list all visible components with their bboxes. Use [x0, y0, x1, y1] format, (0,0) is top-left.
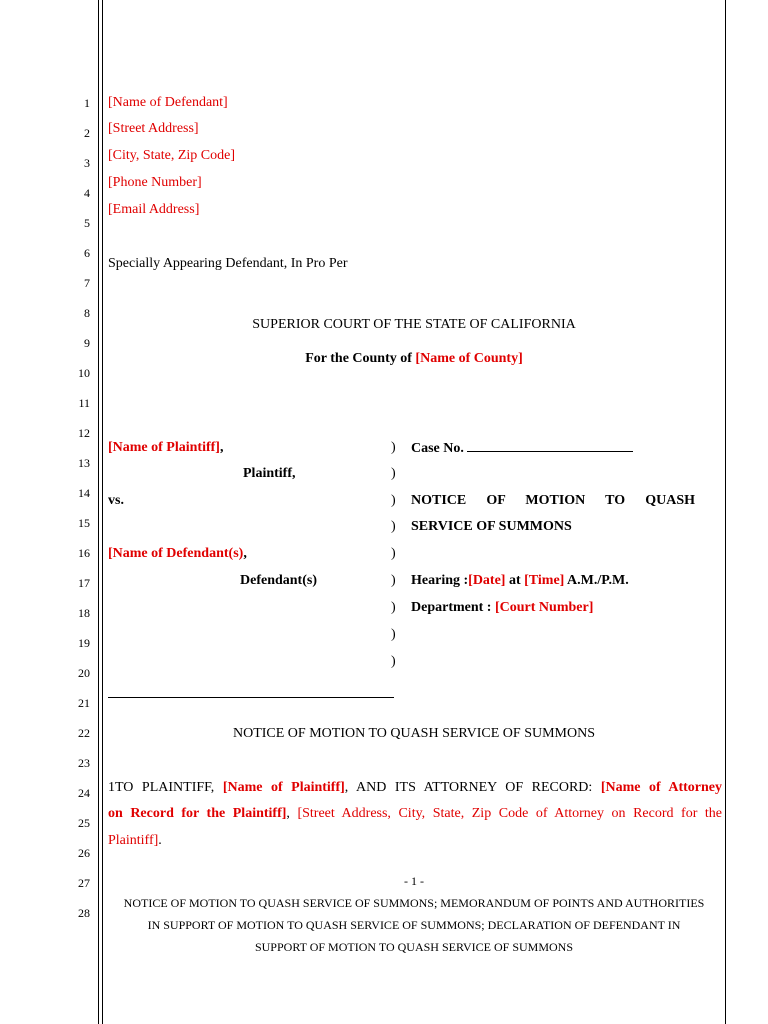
- page-number: - 1 -: [404, 874, 424, 888]
- line-number: 9: [84, 336, 90, 350]
- plaintiff-comma: ,: [219, 440, 224, 455]
- paragraph-period: .: [158, 833, 162, 848]
- defendant-label: Defendant(s): [240, 573, 317, 588]
- line-number: 2: [84, 126, 90, 140]
- line-number: 7: [84, 276, 90, 290]
- caption-paren: ): [391, 466, 396, 481]
- court-title: SUPERIOR COURT OF THE STATE OF CALIFORNIA: [252, 317, 576, 332]
- line-number: 15: [78, 516, 90, 530]
- caption-paren: ): [391, 627, 396, 642]
- line-number: 11: [78, 396, 90, 410]
- email-address-field: [Email Address]: [108, 202, 200, 217]
- left-margin-rule-outer: [98, 0, 99, 1024]
- notice-paragraph-line3: [108, 832, 162, 850]
- line-number: 28: [78, 906, 90, 920]
- line-number: 10: [78, 366, 90, 380]
- county-prefix: For the County of: [305, 351, 416, 366]
- line-number: 18: [78, 606, 90, 620]
- department-line: [411, 599, 593, 617]
- caption-defendant: [108, 545, 247, 563]
- line-number: 5: [84, 216, 90, 230]
- footer-title-line1: NOTICE OF MOTION TO QUASH SERVICE OF SUMMONS; MEMORANDUM OF POINTS AND AUTHORITIES: [123, 896, 705, 910]
- caption-paren: ): [391, 573, 396, 588]
- paragraph-comma: ,: [286, 806, 298, 821]
- case-number-label: Case No.: [411, 441, 464, 456]
- caption-paren: ): [391, 546, 396, 561]
- plaintiff-name-ref: [Name of Plaintiff]: [222, 780, 345, 795]
- vs-label: vs.: [108, 493, 124, 508]
- defendant-comma: ,: [243, 546, 247, 561]
- notice-title-line2: SERVICE OF SUMMONS: [411, 519, 572, 534]
- case-number-blank: [467, 439, 633, 452]
- caption-paren: ): [391, 600, 396, 615]
- caption-paren: ): [391, 493, 396, 508]
- notice-title-line1: NOTICE OF MOTION TO QUASH: [411, 493, 695, 508]
- department-label: Department :: [411, 600, 495, 615]
- notice-paragraph-line2: [108, 805, 722, 823]
- line-number: 4: [84, 186, 90, 200]
- notice-heading: NOTICE OF MOTION TO QUASH SERVICE OF SUMMONS: [232, 726, 595, 741]
- caption-paren: ): [391, 519, 396, 534]
- right-margin-rule: [725, 0, 726, 1024]
- line-number: 23: [78, 756, 90, 770]
- county-line: [106, 350, 722, 368]
- line-number: 12: [78, 426, 90, 440]
- attorney-name-field-cont: on Record for the Plaintiff]: [108, 806, 287, 821]
- line-number: 3: [84, 156, 90, 170]
- left-margin-rule-inner: [102, 0, 103, 1024]
- line-number: 25: [78, 816, 90, 830]
- caption-paren: ): [391, 440, 396, 455]
- appearance-line: Specially Appearing Defendant, In Pro Per: [108, 256, 348, 271]
- line-number: 14: [78, 486, 90, 500]
- hearing-line: [411, 572, 629, 590]
- footer-title-line2: IN SUPPORT OF MOTION TO QUASH SERVICE OF SUMMONS; DECLARATION OF DEFENDANT IN: [147, 918, 681, 932]
- line-number: 17: [78, 576, 90, 590]
- plaintiff-name-field: [Name of Plaintiff]: [108, 440, 220, 455]
- department-number-field: [Court Number]: [494, 600, 594, 615]
- defendant-names-field: [Name of Defendant(s): [108, 546, 244, 561]
- plaintiff-label: Plaintiff,: [243, 466, 296, 481]
- caption-plaintiff: [108, 439, 223, 457]
- attorney-address-field: [Street Address, City, State, Zip Code of Attorney on Record for the: [297, 806, 723, 821]
- line-number: 24: [78, 786, 90, 800]
- hearing-date-field: [Date]: [468, 573, 506, 588]
- line-number: 6: [84, 246, 90, 260]
- line-number: 1: [84, 96, 90, 110]
- hearing-time-field: [Time]: [524, 573, 565, 588]
- county-name-field: [Name of County]: [415, 351, 523, 366]
- line-number: 8: [84, 306, 90, 320]
- caption-paren: ): [391, 654, 396, 669]
- line-number: 16: [78, 546, 90, 560]
- line-number: 13: [78, 456, 90, 470]
- hearing-ampm: A.M./P.M.: [564, 573, 629, 588]
- phone-number-field: [Phone Number]: [108, 175, 202, 190]
- hearing-label: Hearing :: [411, 573, 469, 588]
- attorney-name-field: [Name of Attorney: [600, 780, 723, 795]
- line-number: 19: [78, 636, 90, 650]
- case-number-line: [411, 439, 633, 458]
- line-number: 22: [78, 726, 90, 740]
- line-number: 20: [78, 666, 90, 680]
- defendant-name-field: [Name of Defendant]: [108, 95, 228, 110]
- attorney-of-record-text: , AND ITS ATTORNEY OF RECORD:: [344, 780, 601, 795]
- attorney-address-field-cont: Plaintiff]: [108, 833, 159, 848]
- city-state-zip-field: [City, State, Zip Code]: [108, 148, 236, 163]
- footer-title-line3: SUPPORT OF MOTION TO QUASH SERVICE OF SUMMONS: [254, 940, 574, 954]
- hearing-at: at: [505, 573, 525, 588]
- notice-paragraph-line1: [108, 779, 722, 797]
- street-address-field: [Street Address]: [108, 121, 199, 136]
- to-plaintiff-text: 1TO PLAINTIFF,: [108, 780, 223, 795]
- line-number: 21: [78, 696, 90, 710]
- caption-divider: [108, 697, 394, 698]
- line-number: 27: [78, 876, 90, 890]
- line-number: 26: [78, 846, 90, 860]
